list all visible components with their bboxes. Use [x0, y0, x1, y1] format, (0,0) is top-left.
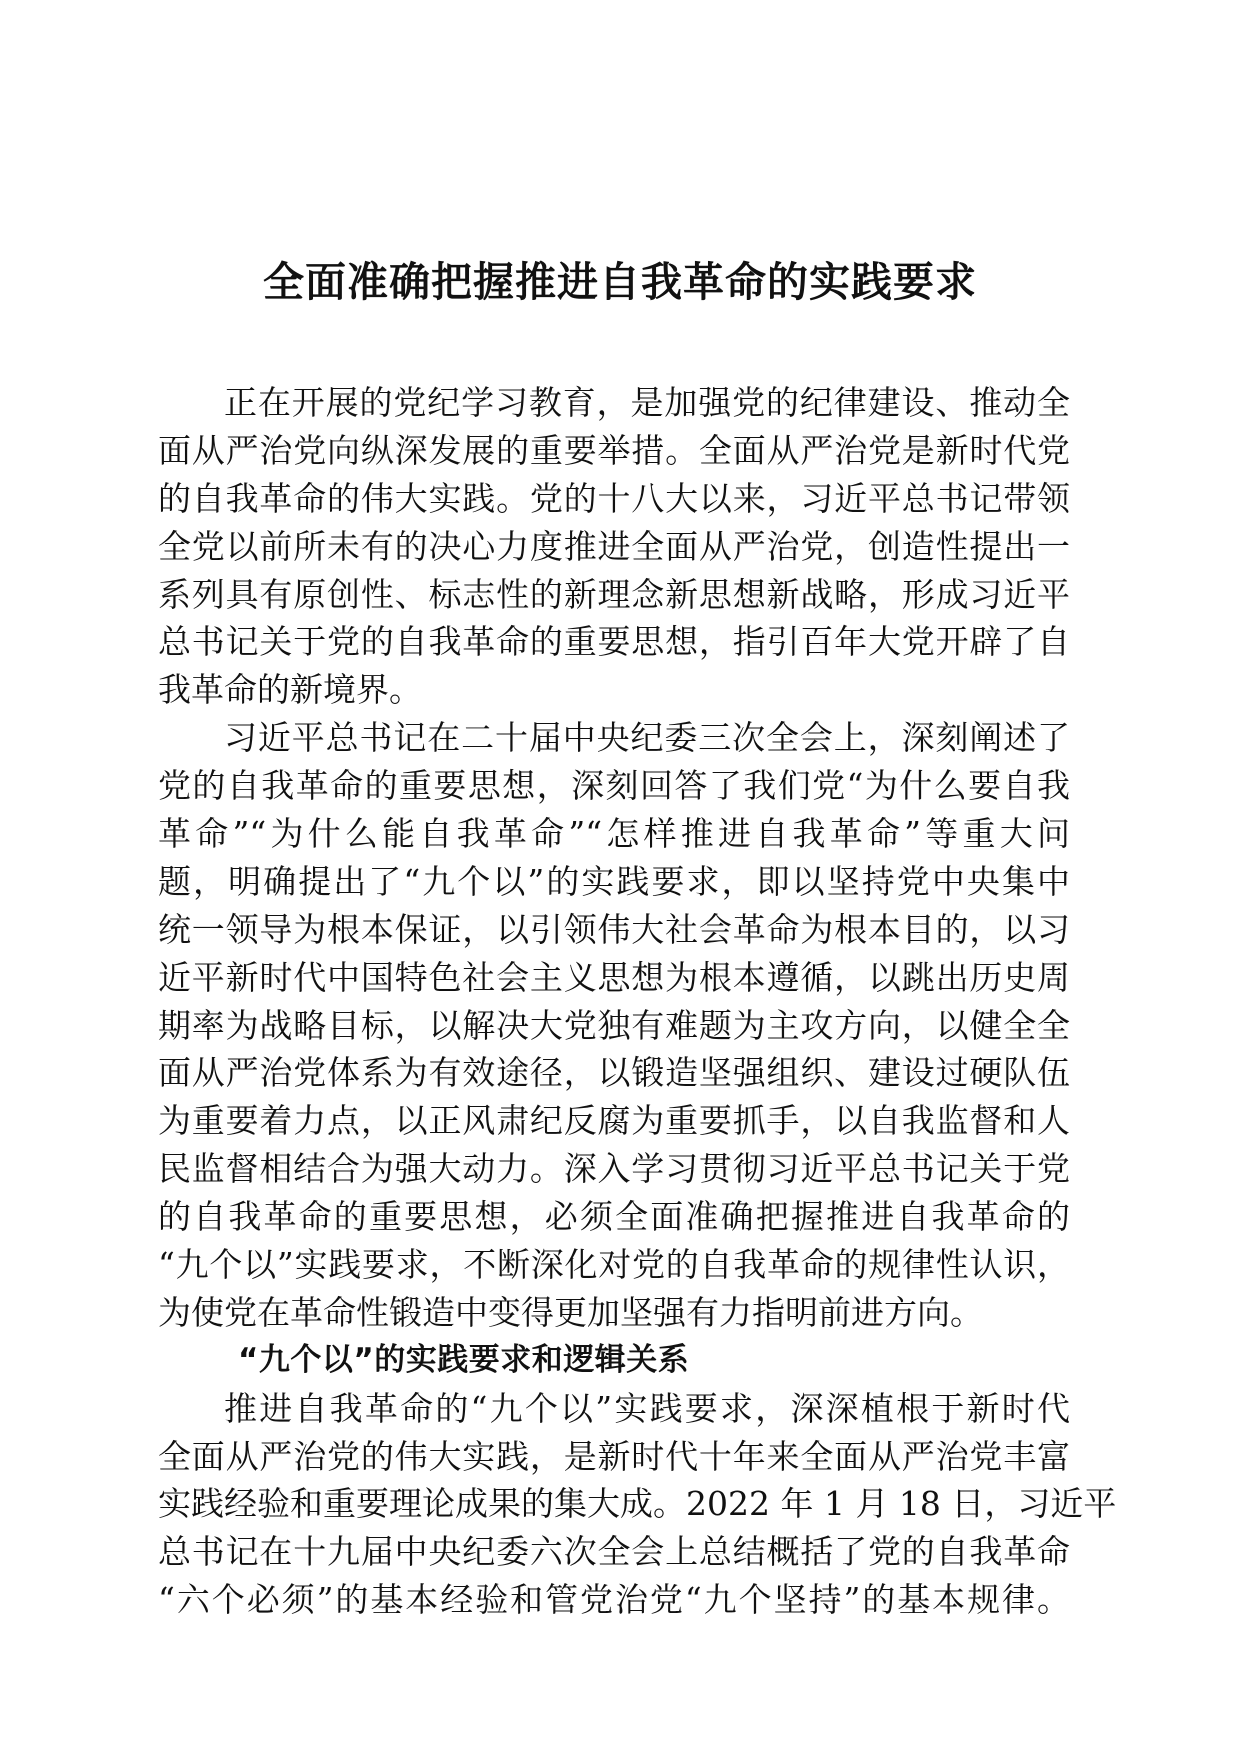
- paragraph-line: 为重要着力点，以正风肃纪反腐为重要抓手，以自我监督和人: [158, 1101, 1070, 1141]
- section-heading: “九个以”的实践要求和逻辑关系: [238, 1341, 690, 1378]
- paragraph-line: “九个以”实践要求，不断深化对党的自我革命的规律性认识，: [158, 1245, 1070, 1285]
- paragraph-line: 民监督相结合为强大动力。深入学习贯彻习近平总书记关于党: [158, 1149, 1070, 1189]
- paragraph-line: 推进自我革命的“九个以”实践要求，深深植根于新时代: [224, 1388, 1070, 1428]
- paragraph-line: 总书记关于党的自我革命的重要思想，指引百年大党开辟了自: [158, 622, 1070, 662]
- paragraph-line: 总书记在十九届中央纪委六次全会上总结概括了党的自我革命: [158, 1532, 1070, 1572]
- paragraph-line: 全党以前所未有的决心力度推进全面从严治党，创造性提出一: [158, 526, 1070, 566]
- paragraph-line: “六个必须”的基本经验和管党治党“九个坚持”的基本规律。: [158, 1580, 1070, 1620]
- paragraph-line: 的自我革命的重要思想，必须全面准确把握推进自我革命的: [158, 1197, 1070, 1237]
- paragraph-line: 题，明确提出了“九个以”的实践要求，即以坚持党中央集中: [158, 861, 1070, 901]
- paragraph-2: [158, 714, 1070, 1337]
- document-body: [158, 379, 1117, 1624]
- paragraph-line: 我革命的新境界。: [158, 670, 422, 710]
- paragraph-line: 习近平总书记在二十届中央纪委三次全会上，深刻阐述了: [224, 718, 1070, 758]
- paragraph-line: 全面从严治党的伟大实践，是新时代十年来全面从严治党丰富: [158, 1436, 1070, 1476]
- paragraph-3: [158, 1385, 1117, 1624]
- paragraph-line: 面从严治党体系为有效途径，以锻造坚强组织、建设过硬队伍: [158, 1053, 1070, 1093]
- paragraph-1: [158, 379, 1070, 714]
- paragraph-line: 革命”“为什么能自我革命”“怎样推进自我革命”等重大问: [158, 814, 1070, 854]
- paragraph-line: 近平新时代中国特色社会主义思想为根本遵循，以跳出历史周: [158, 957, 1070, 997]
- paragraph-line: 面从严治党向纵深发展的重要举措。全面从严治党是新时代党: [158, 430, 1070, 470]
- paragraph-line: 期率为战略目标，以解决大党独有难题为主攻方向，以健全全: [158, 1005, 1070, 1045]
- paragraph-line: 党的自我革命的重要思想，深刻回答了我们党“为什么要自我: [158, 766, 1070, 806]
- paragraph-line: 统一领导为根本保证，以引领伟大社会革命为根本目的，以习: [158, 909, 1070, 949]
- document-title: 全面准确把握推进自我革命的实践要求: [263, 258, 977, 306]
- paragraph-line: 实践经验和重要理论成果的集大成。2022 年 1 月 18 日，习近平: [158, 1484, 1117, 1524]
- paragraph-line: 的自我革命的伟大实践。党的十八大以来，习近平总书记带领: [158, 478, 1070, 518]
- paragraph-line: 正在开展的党纪学习教育，是加强党的纪律建设、推动全: [224, 383, 1070, 422]
- paragraph-line: 为使党在革命性锻造中变得更加坚强有力指明前进方向。: [158, 1292, 983, 1332]
- paragraph-line: 系列具有原创性、标志性的新理念新思想新战略，形成习近平: [158, 574, 1070, 614]
